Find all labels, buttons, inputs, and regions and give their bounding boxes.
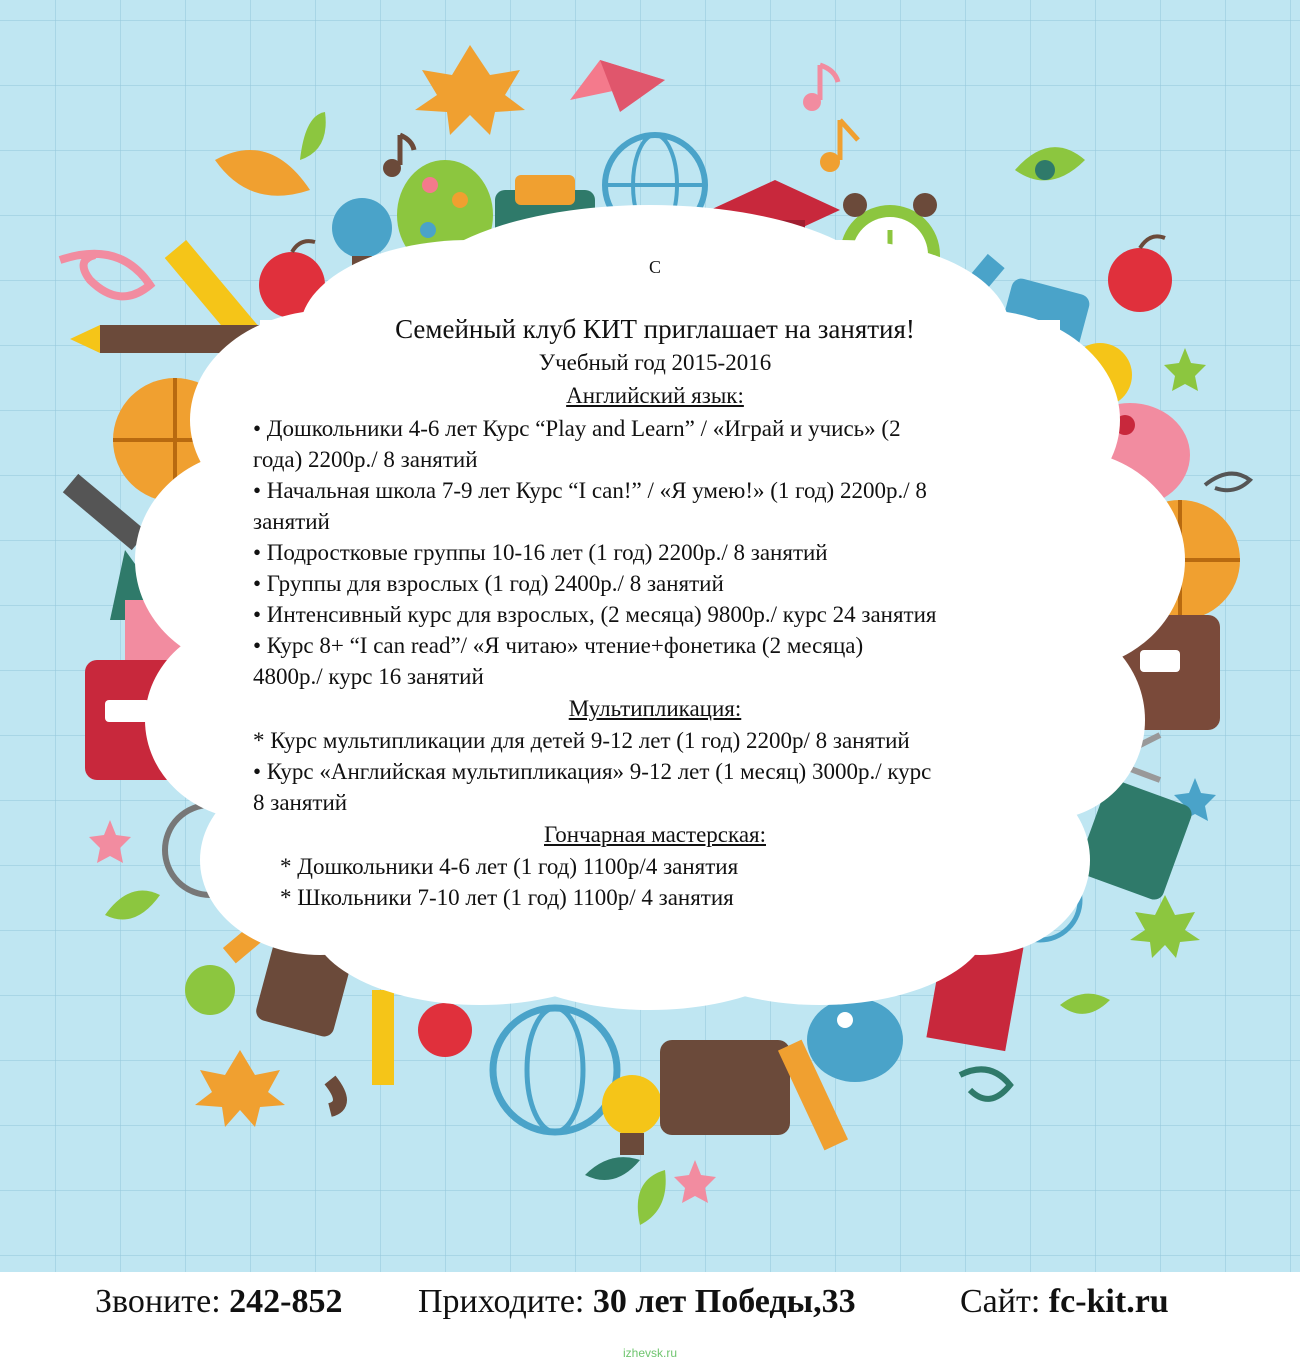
english-line: • Курс 8+ “I can read”/ «Я читаю» чтение+фонетика (2 месяца) [253,633,864,658]
english-line: 4800р./ курс 16 занятий [253,664,484,689]
english-line: • Группы для взрослых (1 год) 2400р./ 8 занятий [253,571,724,596]
english-line: года) 2200р./ 8 занятий [253,447,478,472]
phone-number[interactable]: 242-852 [229,1283,343,1320]
pottery-line: * Школьники 7-10 лет (1 год) 1100р/ 4 занятия [280,885,734,910]
school-year: Учебный год 2015-2016 [538,350,772,375]
watermark: izhevsk.ru [622,1346,678,1360]
address-block [418,1280,856,1324]
pottery-line: * Дошкольники 4-6 лет (1 год) 1100р/4 занятия [280,854,739,879]
site-block [960,1280,1169,1324]
animation-line: 8 занятий [253,790,348,815]
animation-heading: Мультипликация: [568,696,742,721]
animation-line: • Курс «Английская мультипликация» 9-12 лет (1 месяц) 3000р./ курс [253,759,932,784]
address-label: Приходите: [418,1283,585,1320]
cloud-mark: С [648,257,661,277]
english-line: • Подростковые группы 10-16 лет (1 год) 2200р./ 8 занятий [253,540,828,565]
phone-label: Звоните: [95,1283,221,1320]
site-label: Сайт: [960,1283,1041,1320]
pottery-heading: Гончарная мастерская: [544,822,766,847]
phone-block [95,1280,342,1324]
english-line: • Интенсивный курс для взрослых, (2 месяца) 9800р./ курс 24 занятия [253,602,937,627]
page-title: Семейный клуб КИТ приглашает на занятия! [395,314,915,344]
site-link[interactable]: fc-kit.ru [1048,1283,1169,1320]
animation-line: * Курс мультипликации для детей 9-12 лет (1 год) 2200р/ 8 занятий [253,728,910,753]
english-line: занятий [253,509,330,534]
english-line: • Дошкольники 4-6 лет Курс “Play and Learn” / «Играй и учись» (2 [253,416,901,441]
english-heading: Английский язык: [566,383,744,408]
english-line: • Начальная школа 7-9 лет Курс “I can!” / «Я умею!» (1 год) 2200р./ 8 [253,478,927,503]
address-value: 30 лет Победы,33 [592,1283,856,1320]
